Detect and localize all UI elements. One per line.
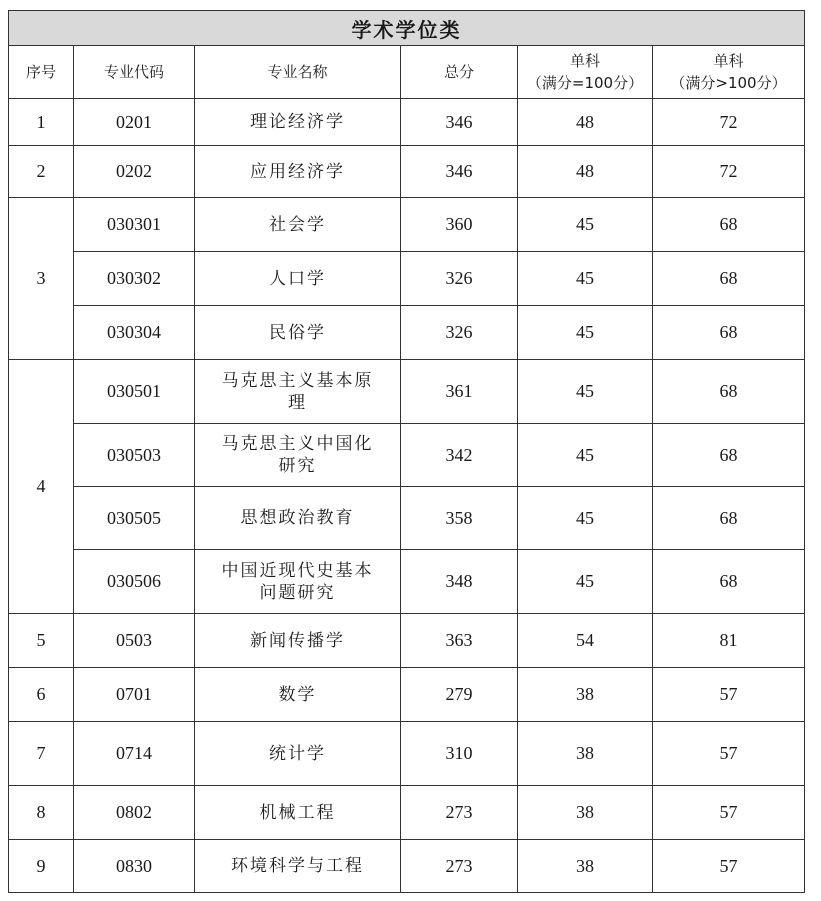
cell-name — [195, 146, 401, 198]
table-row — [9, 786, 805, 840]
table-row — [9, 306, 805, 360]
cell-total: 273 — [401, 786, 518, 840]
cell-name-text: 社会学 — [269, 214, 326, 235]
cell-seq: 8 — [9, 786, 74, 840]
table-row — [9, 198, 805, 252]
cell-name — [195, 424, 401, 487]
cell-total: 358 — [401, 487, 518, 550]
cell-code: 0802 — [74, 786, 195, 840]
cell-code: 0201 — [74, 99, 195, 146]
table-row — [9, 487, 805, 550]
cell-single-100: 38 — [518, 668, 653, 722]
cell-seq: 1 — [9, 99, 74, 146]
cell-name-text: 马克思主义中国化研究 — [221, 434, 374, 476]
table-row — [9, 550, 805, 614]
cell-name-text: 思想政治教育 — [240, 508, 355, 528]
cell-code: 030503 — [74, 424, 195, 487]
cell-name-text: 应用经济学 — [250, 161, 345, 182]
cell-seq: 3 — [9, 198, 74, 360]
cell-total: 346 — [401, 146, 518, 198]
table-body — [9, 99, 805, 893]
table-row — [9, 614, 805, 668]
cell-single-gt100: 72 — [653, 146, 805, 198]
cell-single-gt100: 68 — [653, 424, 805, 487]
cell-total: 363 — [401, 614, 518, 668]
header-single-gt100 — [653, 46, 805, 99]
cell-single-gt100: 57 — [653, 840, 805, 893]
cell-single-100: 45 — [518, 424, 653, 487]
cell-seq: 6 — [9, 668, 74, 722]
cell-single-100: 45 — [518, 252, 653, 306]
cell-seq: 2 — [9, 146, 74, 198]
cell-code: 030505 — [74, 487, 195, 550]
cell-name-text: 民俗学 — [269, 322, 326, 343]
cell-name — [195, 614, 401, 668]
cell-name-text: 统计学 — [269, 743, 326, 764]
cell-name — [195, 722, 401, 786]
cell-total: 360 — [401, 198, 518, 252]
cell-name-text: 数学 — [278, 684, 317, 705]
score-table — [8, 10, 805, 893]
cell-code: 0503 — [74, 614, 195, 668]
cell-name — [195, 487, 401, 550]
cell-seq: 7 — [9, 722, 74, 786]
cell-single-gt100: 68 — [653, 487, 805, 550]
cell-total: 310 — [401, 722, 518, 786]
cell-total: 348 — [401, 550, 518, 614]
cell-code: 030302 — [74, 252, 195, 306]
header-single-gt100-line2: （满分>100分） — [670, 74, 787, 92]
header-single-100-line1: 单科 — [569, 52, 600, 70]
cell-single-gt100: 68 — [653, 360, 805, 424]
cell-code: 030301 — [74, 198, 195, 252]
cell-single-100: 45 — [518, 306, 653, 360]
cell-code: 030506 — [74, 550, 195, 614]
cell-code: 030501 — [74, 360, 195, 424]
cell-name-text: 环境科学与工程 — [231, 856, 364, 876]
cell-single-100: 48 — [518, 146, 653, 198]
cell-code: 0714 — [74, 722, 195, 786]
cell-single-gt100: 68 — [653, 306, 805, 360]
cell-single-gt100: 57 — [653, 722, 805, 786]
table-row — [9, 146, 805, 198]
cell-total: 279 — [401, 668, 518, 722]
cell-name-text: 中国近现代史基本问题研究 — [221, 560, 374, 603]
table-row — [9, 840, 805, 893]
cell-single-100: 45 — [518, 550, 653, 614]
header-row — [9, 46, 805, 99]
cell-name-text: 新闻传播学 — [250, 630, 345, 651]
header-single-gt100-line1: 单科 — [713, 52, 744, 70]
cell-name — [195, 360, 401, 424]
cell-single-100: 38 — [518, 722, 653, 786]
cell-single-100: 48 — [518, 99, 653, 146]
cell-total: 342 — [401, 424, 518, 487]
cell-total: 273 — [401, 840, 518, 893]
cell-name-text: 理论经济学 — [250, 112, 345, 132]
cell-single-gt100: 68 — [653, 550, 805, 614]
cell-seq: 5 — [9, 614, 74, 668]
cell-code: 0202 — [74, 146, 195, 198]
table-row — [9, 668, 805, 722]
table-row — [9, 722, 805, 786]
cell-total: 361 — [401, 360, 518, 424]
cell-single-gt100: 72 — [653, 99, 805, 146]
cell-name — [195, 99, 401, 146]
header-name: 专业名称 — [195, 46, 401, 99]
table-row — [9, 99, 805, 146]
cell-name-text: 人口学 — [269, 268, 326, 289]
cell-single-100: 38 — [518, 840, 653, 893]
cell-single-100: 54 — [518, 614, 653, 668]
cell-name — [195, 198, 401, 252]
cell-seq: 4 — [9, 360, 74, 614]
cell-single-gt100: 68 — [653, 252, 805, 306]
cell-single-gt100: 57 — [653, 786, 805, 840]
cell-single-100: 38 — [518, 786, 653, 840]
cell-name — [195, 668, 401, 722]
cell-name — [195, 550, 401, 614]
cell-name — [195, 786, 401, 840]
cell-name-text: 马克思主义基本原理 — [221, 370, 374, 413]
cell-code: 0701 — [74, 668, 195, 722]
cell-seq: 9 — [9, 840, 74, 893]
cell-single-gt100: 57 — [653, 668, 805, 722]
cell-name — [195, 840, 401, 893]
cell-name-text: 机械工程 — [259, 802, 336, 823]
cell-single-100: 45 — [518, 198, 653, 252]
header-single-100 — [518, 46, 653, 99]
table-row — [9, 424, 805, 487]
cell-single-100: 45 — [518, 487, 653, 550]
cell-name — [195, 252, 401, 306]
header-code: 专业代码 — [74, 46, 195, 99]
cell-total: 346 — [401, 99, 518, 146]
cell-code: 0830 — [74, 840, 195, 893]
cell-single-gt100: 81 — [653, 614, 805, 668]
header-single-100-line2: （满分=100分） — [526, 74, 644, 92]
header-seq: 序号 — [9, 46, 74, 99]
cell-total: 326 — [401, 252, 518, 306]
cell-single-100: 45 — [518, 360, 653, 424]
cell-name — [195, 306, 401, 360]
table-title: 学术学位类 — [9, 11, 805, 46]
table-row — [9, 360, 805, 424]
cell-code: 030304 — [74, 306, 195, 360]
table-row — [9, 252, 805, 306]
cell-single-gt100: 68 — [653, 198, 805, 252]
cell-total: 326 — [401, 306, 518, 360]
header-total: 总分 — [401, 46, 518, 99]
